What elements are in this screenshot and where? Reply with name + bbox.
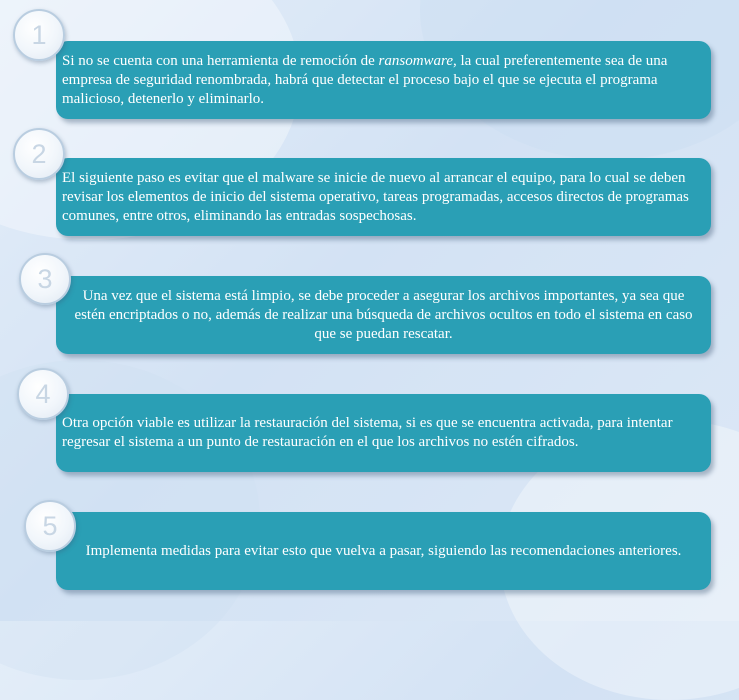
step-5-number-badge: [24, 500, 76, 552]
step-3-number-badge: [19, 253, 71, 305]
step-4-text: Otra opción viable es utilizar la restauración del sistema, si es que se encuentra activada, para intentar regresar el sistema a un punto de restauración en el que los archivos no estén cifrados.: [62, 415, 673, 450]
step-2-number: 2: [31, 138, 47, 169]
step-5-number: 5: [42, 510, 58, 541]
step-1-number-badge: [13, 9, 65, 61]
step-2-number-badge: [13, 128, 65, 180]
step-4-number: 4: [35, 378, 51, 409]
step-1-text-after: , la cual preferentemente sea de una empresa de seguridad renombrada, habrá que detectar el proceso bajo el que se ejecuta el programa malicioso, detenerlo y eliminarlo.: [62, 52, 668, 107]
step-1-number: 1: [31, 19, 47, 50]
step-1-text-before: Si no se cuenta con una herramienta de remoción de: [62, 52, 379, 69]
step-3-text: Una vez que el sistema está limpio, se debe proceder a asegurar los archivos importantes, ya sea que estén encriptados o no, además de realizar una búsqueda de archivos ocultos en todo el sistema en caso que se puedan rescatar.: [74, 287, 693, 342]
step-5-text: Implementa medidas para evitar esto que vuelva a pasar, siguiendo las recomendaciones anteriores.: [85, 542, 682, 559]
step-1-text: [56, 52, 711, 109]
step-2-card: [56, 158, 711, 236]
step-1-text-italic: ransomware: [378, 52, 453, 69]
step-3-card: [56, 276, 711, 354]
step-3-number: 3: [37, 263, 53, 294]
step-2-text: El siguiente paso es evitar que el malware se inicie de nuevo al arrancar el equipo, para lo cual se deben revisar los elementos de inicio del sistema operativo, tareas programadas, accesos directos de programas comunes, entre otros, eliminando las entradas sospechosas.: [62, 169, 689, 224]
step-4-card: [56, 394, 711, 472]
step-4-number-badge: [17, 368, 69, 420]
step-1-card: [56, 41, 711, 119]
step-5-card: [56, 512, 711, 590]
